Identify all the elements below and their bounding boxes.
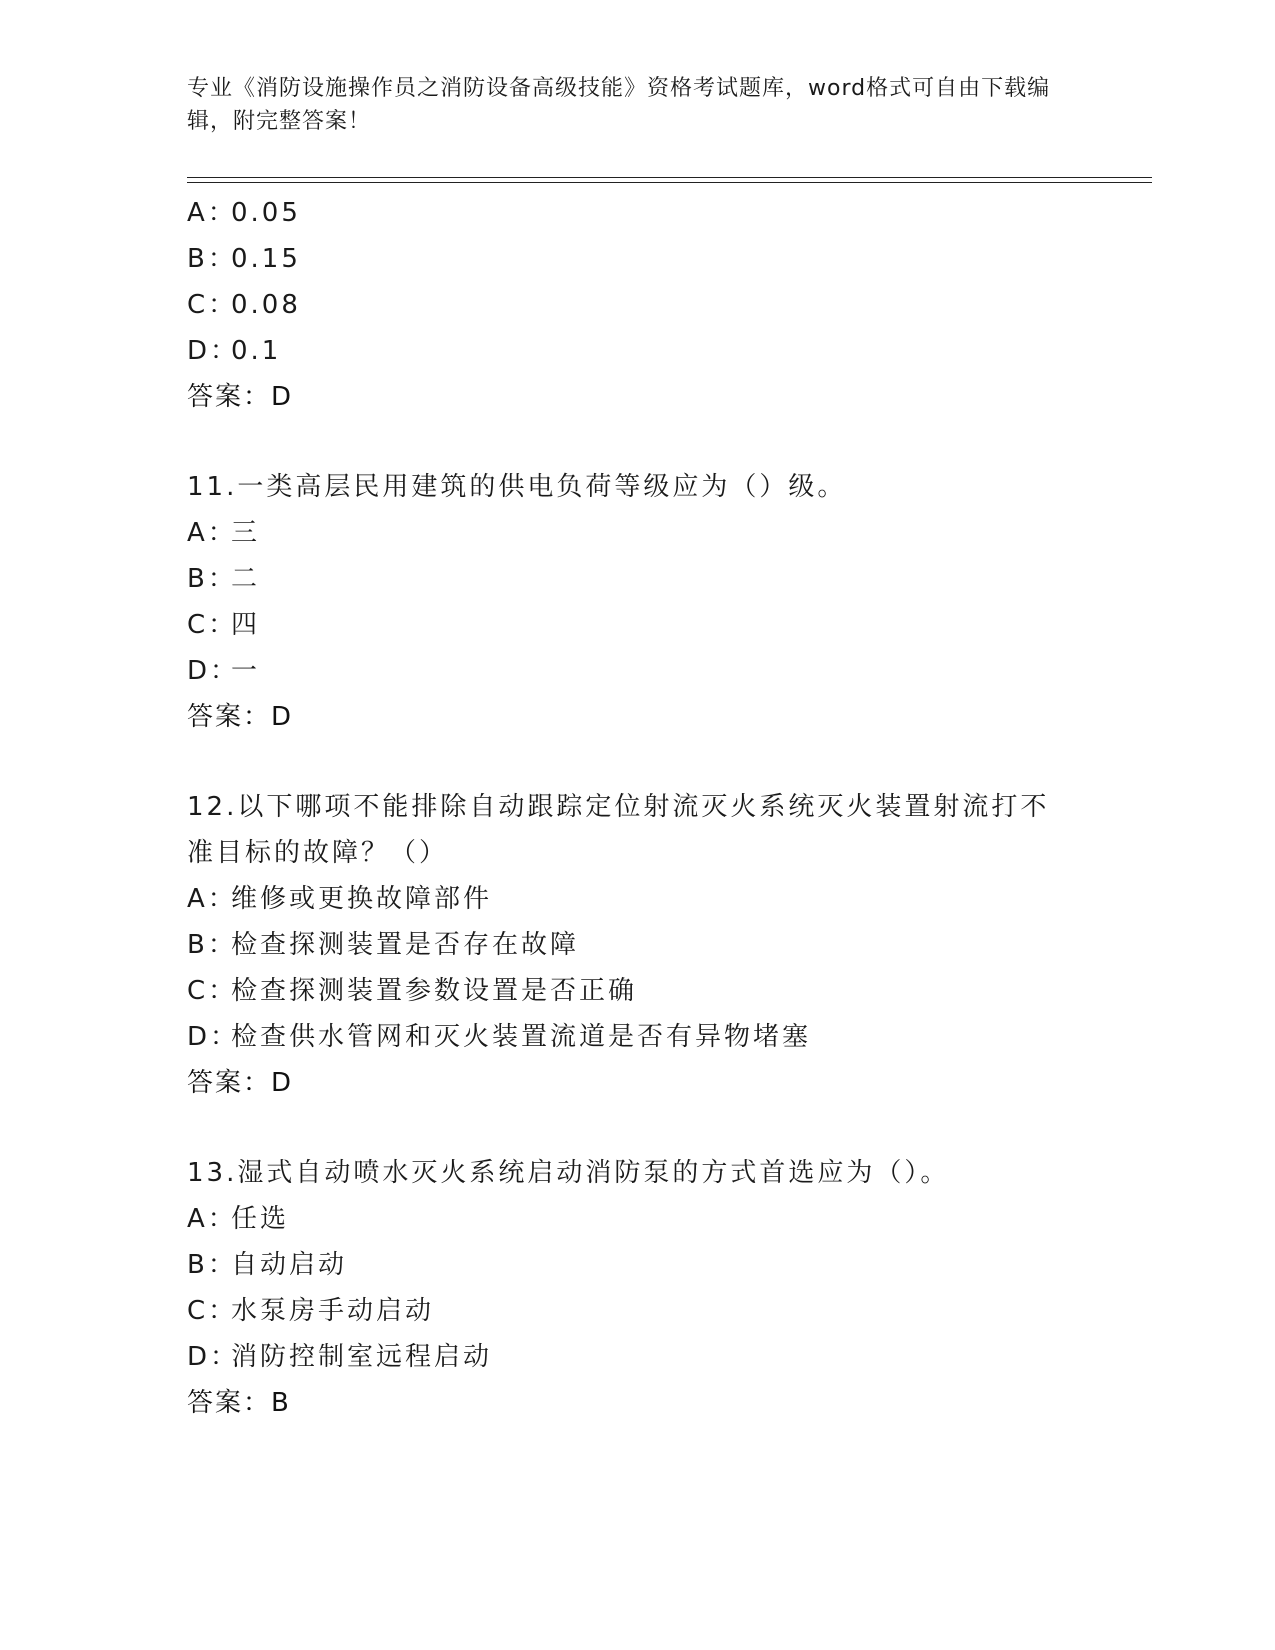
question-text: 13.湿式自动喷水灭火系统启动消防泵的方式首选应为（）。 — [187, 1158, 950, 1188]
option-text: 任选 — [231, 1204, 290, 1234]
option-d — [187, 1014, 1117, 1060]
option-b — [187, 1242, 1117, 1288]
option-text: 二 — [231, 564, 261, 594]
option-text: 检查探测装置是否存在故障 — [231, 930, 580, 960]
option-d — [187, 1334, 1117, 1380]
spacer — [187, 740, 1117, 784]
header-divider-bottom — [187, 182, 1152, 183]
option-b — [187, 556, 1117, 602]
option-text: 0.15 — [231, 244, 301, 274]
option-key: A： — [187, 198, 237, 228]
option-c — [187, 602, 1117, 648]
option-d — [187, 328, 1117, 374]
option-text: 检查供水管网和灭火装置流道是否有异物堵塞 — [231, 1022, 812, 1052]
option-a — [187, 876, 1117, 922]
option-key: A： — [187, 1204, 237, 1234]
option-text: 四 — [231, 610, 261, 640]
option-text: 0.08 — [231, 290, 301, 320]
option-key: B： — [187, 564, 237, 594]
question-10 — [187, 190, 1117, 420]
option-key: D： — [187, 1342, 240, 1372]
document-header: 专业《消防设施操作员之消防设备高级技能》资格考试题库，word格式可自由下载编辑，附完整答案！ — [187, 76, 1051, 134]
option-c — [187, 282, 1117, 328]
option-key: A： — [187, 884, 237, 914]
option-key: C： — [187, 610, 238, 640]
option-text: 水泵房手动启动 — [231, 1296, 435, 1326]
option-key: B： — [187, 930, 237, 960]
header-divider-top — [187, 177, 1152, 178]
option-text: 0.05 — [231, 198, 301, 228]
option-text: 消防控制室远程启动 — [231, 1342, 493, 1372]
answer-line: 答案：D — [187, 382, 294, 412]
option-text: 自动启动 — [231, 1250, 348, 1280]
option-key: D： — [187, 1022, 240, 1052]
option-a — [187, 510, 1117, 556]
option-key: D： — [187, 656, 240, 686]
option-a — [187, 190, 1117, 236]
option-key: C： — [187, 1296, 238, 1326]
answer-line: 答案：D — [187, 1068, 294, 1098]
question-text: 12.以下哪项不能排除自动跟踪定位射流灭火系统灭火装置射流打不准目标的故障？（） — [187, 792, 1050, 868]
option-d — [187, 648, 1117, 694]
question-text: 11.一类高层民用建筑的供电负荷等级应为（）级。 — [187, 472, 847, 502]
spacer — [187, 1106, 1117, 1150]
option-c — [187, 1288, 1117, 1334]
question-list — [187, 190, 1117, 1426]
option-key: B： — [187, 1250, 237, 1280]
option-text: 检查探测装置参数设置是否正确 — [231, 976, 638, 1006]
option-key: A： — [187, 518, 237, 548]
answer-line: 答案：D — [187, 702, 294, 732]
option-text: 0.1 — [231, 336, 282, 366]
option-text: 维修或更换故障部件 — [231, 884, 493, 914]
option-key: B： — [187, 244, 237, 274]
option-text: 三 — [231, 518, 261, 548]
answer-line: 答案：B — [187, 1388, 291, 1418]
option-c — [187, 968, 1117, 1014]
option-b — [187, 922, 1117, 968]
option-key: D： — [187, 336, 240, 366]
question-13 — [187, 1150, 1117, 1426]
question-12 — [187, 784, 1117, 1106]
option-b — [187, 236, 1117, 282]
option-key: C： — [187, 976, 238, 1006]
option-a — [187, 1196, 1117, 1242]
option-key: C： — [187, 290, 238, 320]
option-text: 一 — [231, 656, 261, 686]
spacer — [187, 420, 1117, 464]
question-11 — [187, 464, 1117, 740]
